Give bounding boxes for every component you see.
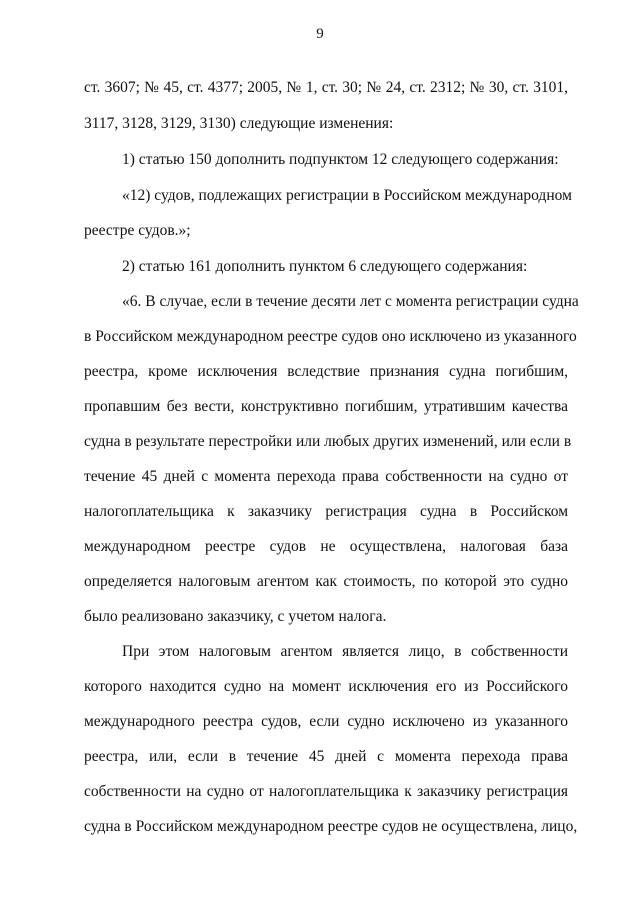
text-line: 3117, 3128, 3129, 3130) следующие изменения:: [84, 115, 394, 132]
quote-line: реестра, кроме исключения вследствие признания судна погибшим,: [84, 363, 568, 380]
paragraph-line: При этом налоговым агентом является лицо, в собственности: [122, 643, 568, 660]
quote-line: судна в результате перестройки или любых других изменений, или если в: [84, 433, 572, 450]
paragraph-line: международного реестра судов, если судно исключено из указанного: [84, 713, 568, 730]
quote-line: «12) судов, подлежащих регистрации в Российском международном: [122, 187, 572, 204]
page-number: 9: [316, 26, 324, 42]
text-line: ст. 3607; № 45, ст. 4377; 2005, № 1, ст. 30; № 24, ст. 2312; № 30, ст. 3101,: [84, 79, 568, 96]
list-item-line: 1) статью 150 дополнить подпунктом 12 следующего содержания:: [122, 151, 559, 168]
quote-line: налогоплательщика к заказчику регистрация судна в Российском: [84, 503, 568, 520]
paragraph-line: собственности на судно от налогоплательщика к заказчику регистрация: [84, 783, 568, 800]
quote-line: реестре судов.»;: [84, 222, 191, 239]
paragraph-line: которого находится судно на момент исключения его из Российского: [84, 678, 568, 695]
paragraph-line: судна в Российском международном реестре судов не осуществлена, лицо,: [84, 818, 578, 835]
list-item-line: 2) статью 161 дополнить пунктом 6 следующего содержания:: [122, 258, 528, 275]
quote-line: было реализовано заказчику, с учетом налога.: [84, 608, 387, 625]
paragraph-line: реестра, или, если в течение 45 дней с момента перехода права: [84, 748, 568, 765]
quote-line: международном реестре судов не осуществлена, налоговая база: [84, 538, 568, 555]
quote-line: определяется налоговым агентом как стоимость, по которой это судно: [84, 573, 568, 590]
quote-line: течение 45 дней с момента перехода права собственности на судно от: [84, 468, 568, 485]
quote-line: «6. В случае, если в течение десяти лет с момента регистрации судна: [122, 293, 579, 310]
quote-line: пропавшим без вести, конструктивно погибшим, утратившим качества: [84, 398, 568, 415]
quote-line: в Российском международном реестре судов оно исключено из указанного: [84, 328, 577, 345]
